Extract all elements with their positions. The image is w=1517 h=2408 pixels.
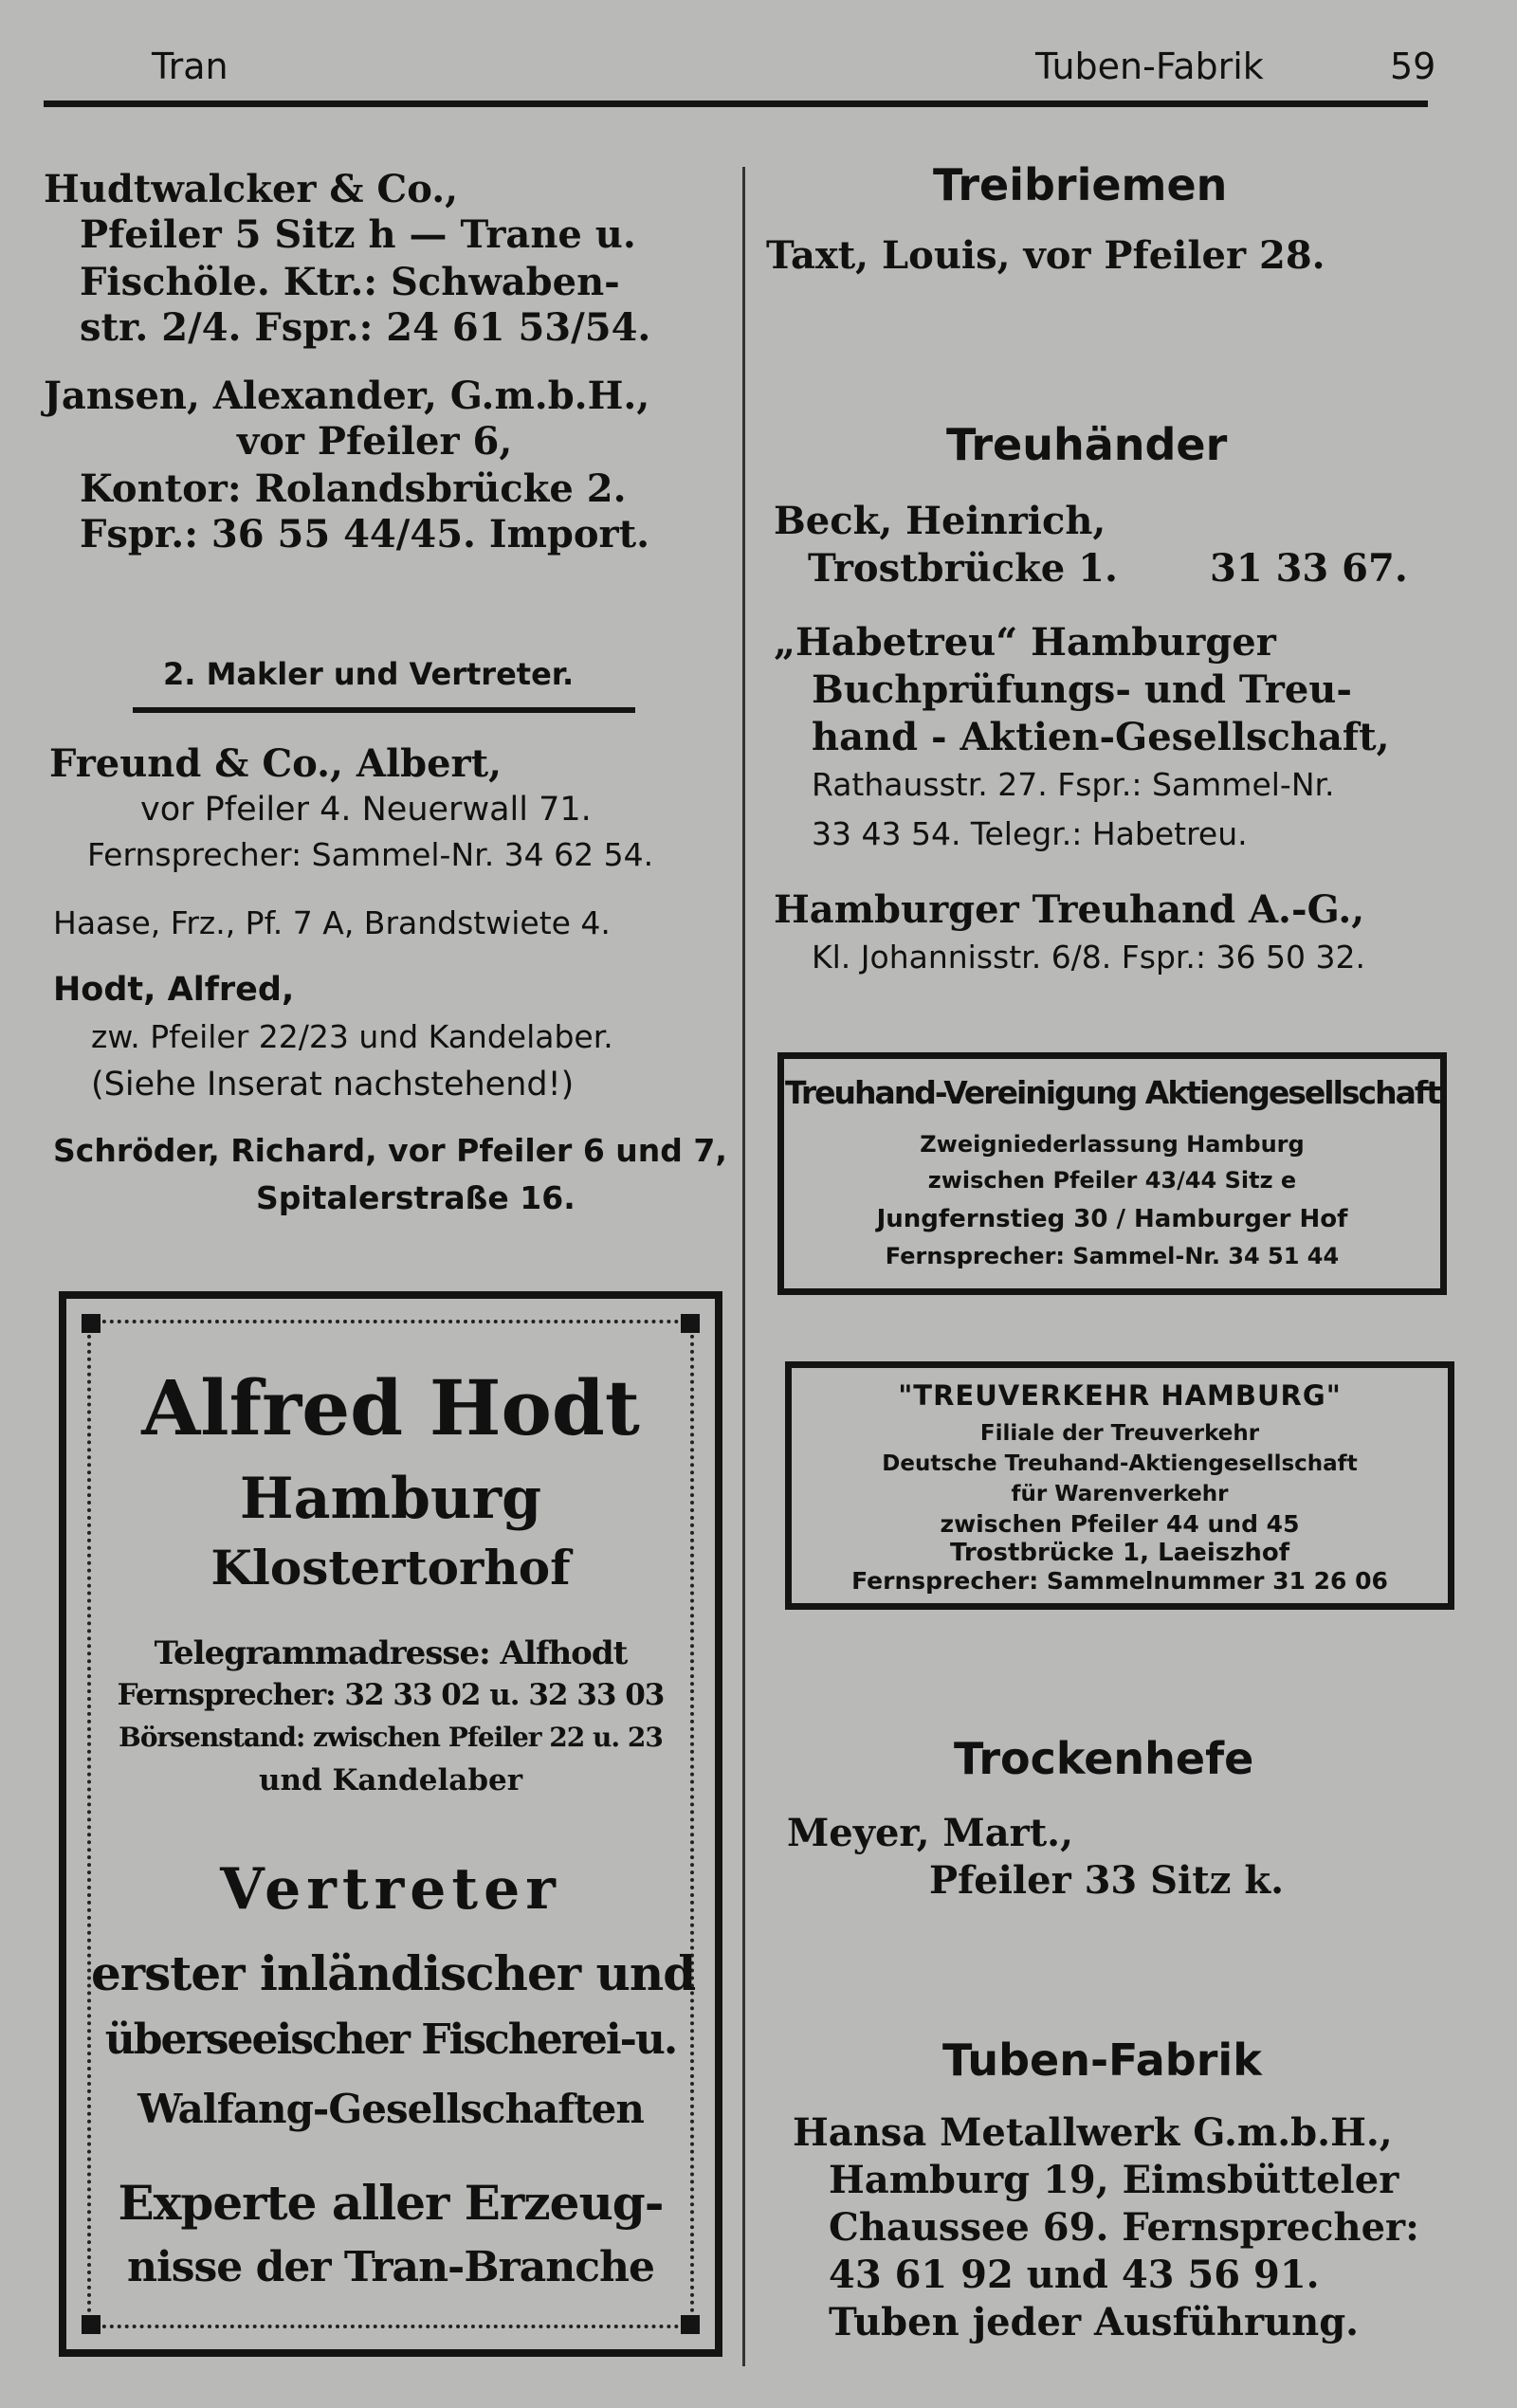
box-line: Fernsprecher: Sammel-Nr. 34 51 44 [885,1243,1340,1269]
section-heading-treibriemen: Treibriemen [933,159,1228,210]
section-subheading: 2. Makler und Vertreter. [163,656,575,692]
subheading-rule [133,707,635,713]
entry-line: vor Pfeiler 6, [237,419,513,464]
entry-line: Kontor: Rolandsbrücke 2. [80,466,627,511]
corner-ornament [681,2315,700,2334]
entry-line: 31 33 67. [1210,546,1408,591]
entry-line: zw. Pfeiler 22/23 und Kandelaber. [91,1018,613,1055]
ad-building: Klostertorhof [210,1540,571,1596]
ad-contact-line: und Kandelaber [258,1763,523,1797]
entry-line: Freund & Co., Albert, [49,741,503,786]
entry-line: Hudtwalcker & Co., [44,167,459,211]
entry-line: Tuben jeder Ausführung. [829,2300,1360,2344]
box-line: Trostbrücke 1, Laeiszhof [949,1539,1290,1567]
entry-line: Kl. Johannisstr. 6/8. Fspr.: 36 50 32. [812,939,1365,976]
box-line: für Warenverkehr [1011,1482,1229,1506]
entry-line: Rathausstr. 27. Fspr.: Sammel-Nr. [812,766,1335,803]
section-heading-trockenhefe: Trockenhefe [954,1733,1254,1784]
entry-line: Schröder, Richard, vor Pfeiler 6 und 7, [53,1132,727,1169]
entry-line: Pfeiler 33 Sitz k. [929,1858,1285,1903]
ad-expert-line: nisse der Tran-Branche [127,2243,654,2291]
entry-line: Hansa Metallwerk G.m.b.H., [793,2110,1393,2155]
entry-line: 33 43 54. Telegr.: Habetreu. [812,815,1248,852]
entry-line: Fspr.: 36 55 44/45. Import. [80,512,650,556]
entry-line: Hamburger Treuhand A.-G., [774,887,1365,932]
ad-inner-border [87,1320,694,2328]
ad-role: Vertreter [220,1856,561,1923]
entry-line: Jansen, Alexander, G.m.b.H., [44,374,650,418]
ad-contact-line: Fernsprecher: 32 33 02 u. 32 33 03 [117,1678,665,1712]
entry-line: 43 61 92 und 43 56 91. [829,2253,1320,2297]
entry-line: Buchprüfungs- und Treu- [812,667,1352,712]
running-head-left: Tran [152,46,228,87]
column-divider [742,167,745,2366]
page-number: 59 [1390,46,1436,87]
box-line: "TREUVERKEHR HAMBURG" [898,1379,1342,1412]
entry-line: Hamburg 19, Eimsbütteler [829,2158,1399,2202]
entry-line: Pfeiler 5 Sitz h — Trane u. [80,212,636,257]
section-heading-treuhaender: Treuhänder [946,419,1228,470]
entry-line: Meyer, Mart., [787,1811,1074,1855]
ad-contact-line: Börsenstand: zwischen Pfeiler 22 u. 23 [119,1722,663,1753]
box-line: Treuhand-Vereinigung Aktiengesellschaft [784,1074,1439,1111]
corner-ornament [681,1314,700,1333]
ad-expert-line: Experte aller Erzeug- [118,2175,664,2231]
entry-line: (Siehe Inserat nachstehend!) [91,1066,575,1104]
ad-city: Hamburg [239,1466,542,1532]
entry-line: Spitalerstraße 16. [256,1179,576,1216]
ad-description-line: erster inländischer und [91,1945,696,2001]
entry-line: „Habetreu“ Hamburger [774,620,1276,665]
treuhand-vereinigung-ad [777,1052,1447,1295]
hodt-advertisement [59,1291,722,2357]
running-head-middle: Tuben-Fabrik [1035,46,1264,87]
treuverkehr-ad [785,1361,1454,1610]
box-line: Jungfernstieg 30 / Hamburger Hof [876,1205,1348,1233]
box-line: Zweigniederlassung Hamburg [920,1131,1305,1158]
ad-description-line: Walfang-Gesellschaften [137,2086,644,2132]
entry-line: Chaussee 69. Fernsprecher: [829,2205,1419,2250]
entry-line: Hodt, Alfred, [53,971,295,1009]
ad-company-name: Alfred Hodt [141,1363,640,1452]
entry-line: vor Pfeiler 4. Neuerwall 71. [140,791,592,829]
entry-line: Trostbrücke 1. [808,546,1118,591]
entry-line: Haase, Frz., Pf. 7 A, Brandstwiete 4. [53,904,611,941]
box-line: zwischen Pfeiler 44 und 45 [940,1510,1300,1538]
box-line: Deutsche Treuhand-Aktiengesellschaft [882,1451,1358,1476]
entry-line: Taxt, Louis, vor Pfeiler 28. [766,233,1325,278]
ad-contact-line: Telegrammadresse: Alfhodt [154,1634,628,1672]
header-rule [44,100,1428,107]
box-line: Filiale der Treuverkehr [979,1421,1260,1446]
entry-line: hand - Aktien-Gesellschaft, [812,715,1390,759]
section-heading-tuben-fabrik: Tuben-Fabrik [942,2034,1262,2086]
box-line: zwischen Pfeiler 43/44 Sitz e [927,1167,1297,1194]
entry-line: Fernsprecher: Sammel-Nr. 34 62 54. [87,836,654,873]
ad-description-line: überseeischer Fischerei-u. [104,2016,677,2064]
corner-ornament [82,1314,101,1333]
entry-line: str. 2/4. Fspr.: 24 61 53/54. [80,305,651,350]
box-line: Fernsprecher: Sammelnummer 31 26 06 [851,1567,1388,1595]
corner-ornament [82,2315,101,2334]
entry-line: Fischöle. Ktr.: Schwaben- [80,260,620,304]
entry-line: Beck, Heinrich, [774,499,1106,543]
